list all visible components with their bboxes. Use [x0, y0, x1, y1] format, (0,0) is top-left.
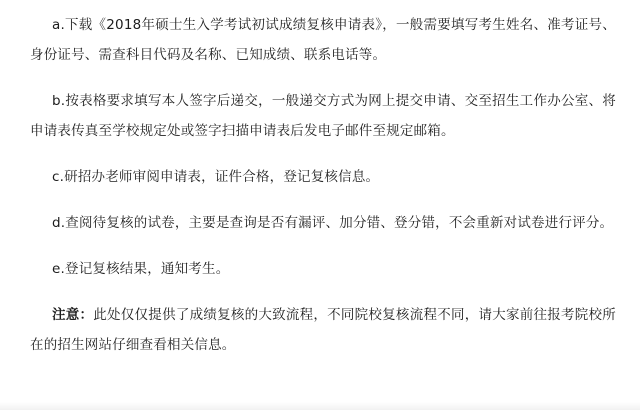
paragraph-step-b: b.按表格要求填写本人签字后递交，一般递交方式为网上提交申请、交至招生工作办公室、将申请表传真至学校规定处或签字扫描申请表后发电子邮件至规定邮箱。: [30, 93, 616, 139]
note-paragraph: [30, 300, 616, 360]
note-label: 注意：: [52, 307, 94, 323]
paragraph-step-e: e.登记复核结果，通知考生。: [52, 261, 230, 277]
note-text: 此处仅仅提供了成绩复核的大致流程，不同院校复核流程不同，请大家前往报考院校所在的招生网站仔细查看相关信息。: [30, 307, 616, 353]
page-bottom-fade: [0, 402, 640, 410]
paragraph-step-a: a.下载《2018年硕士生入学考试初试成绩复核申请表》，一般需要填写考生姓名、准考证号、身份证号、需查科目代码及名称、已知成绩、联系电话等。: [30, 17, 616, 63]
paragraph-step-d: d.查阅待复核的试卷，主要是查询是否有漏评、加分错、登分错，不会重新对试卷进行评分。: [52, 215, 614, 231]
paragraph-step-c: c.研招办老师审阅申请表，证件合格，登记复核信息。: [52, 169, 380, 185]
